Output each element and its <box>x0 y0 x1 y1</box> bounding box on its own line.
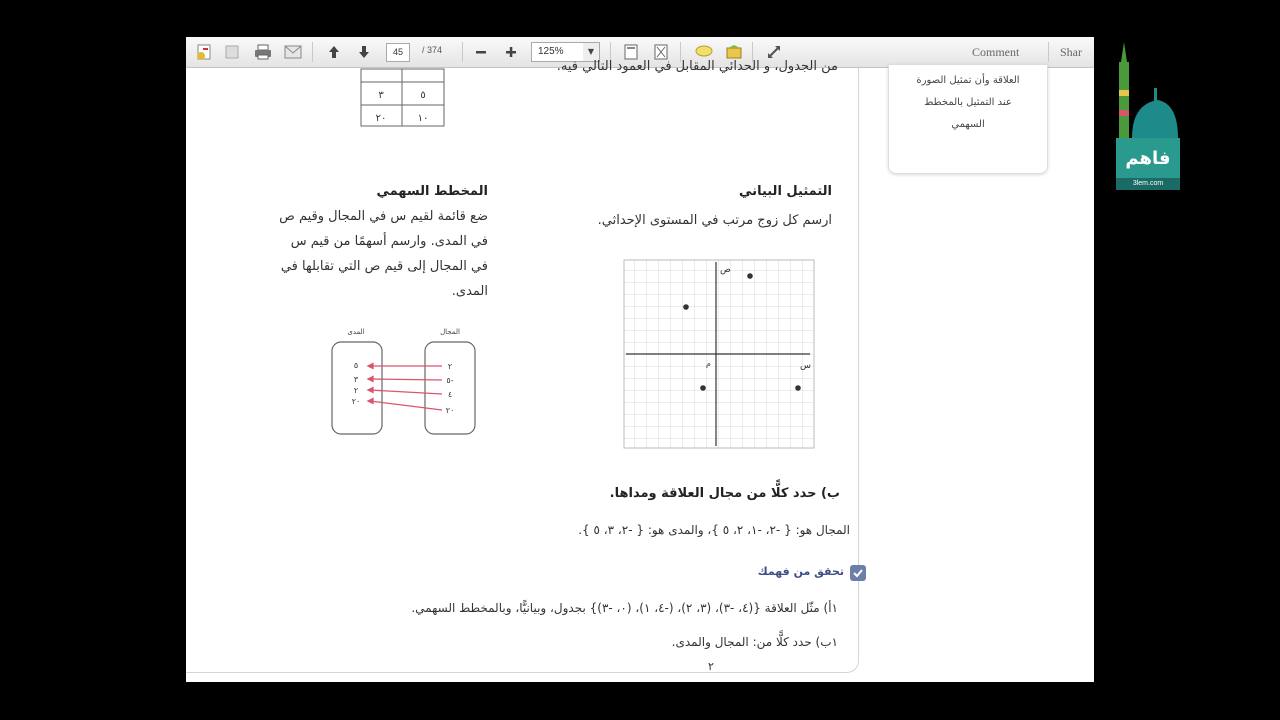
part-b-question: ب) حدد كلًّا من مجال العلاقة ومداها. <box>609 486 840 501</box>
range-label: المدى <box>347 328 365 336</box>
point <box>683 304 689 310</box>
domain-oval <box>425 342 475 434</box>
logo-site: 3lem.com <box>1116 178 1180 190</box>
page-total: / 374 <box>422 45 443 55</box>
domain-range-answer: المجال هو: { -٢، -١، ٢، ٥ }، والمدى هو: { -٢، ٣، ٥ }. <box>578 523 850 537</box>
top-text-line: من الجدول، و الحدائي المقابل في العمود التالي فيه. <box>556 59 838 74</box>
domain-value: ٤ <box>447 390 453 399</box>
range-value: ٢٠ <box>351 397 361 406</box>
check-understanding-title: تحقق من فهمك <box>757 565 844 578</box>
mapping-diagram <box>326 324 486 442</box>
page-number-input[interactable]: 45 <box>386 43 410 62</box>
question-1b: ١ب) حدد كلًّا من: المجال والمدى. <box>671 635 838 649</box>
point <box>700 385 706 391</box>
text-line: في المدى. وارسم أسهمًا من قيم س <box>290 234 488 249</box>
logo-text: فاهم <box>1125 148 1171 169</box>
side-note-line: العلاقة وأن تمثيل الصورة <box>916 75 1020 86</box>
range-value: ٢ <box>353 386 359 395</box>
create-pdf-icon[interactable] <box>194 43 214 61</box>
toolbar-separator <box>1048 42 1049 62</box>
table-cell: ٣ <box>378 90 384 101</box>
side-note-card <box>888 64 1048 174</box>
email-icon[interactable] <box>282 43 304 61</box>
zoom-dropdown-chevron-icon[interactable]: ▼ <box>583 42 600 62</box>
page-number: ٢ <box>708 660 714 673</box>
domain-value: ٢٠ <box>445 406 455 415</box>
side-note-line: عند التمثيل بالمخطط <box>924 97 1012 108</box>
table-cell: ٥ <box>420 90 426 101</box>
check-understanding-icon <box>850 565 866 581</box>
document-page <box>186 59 859 673</box>
point <box>795 385 801 391</box>
y-axis-label: ص <box>720 265 731 275</box>
question-1a: ١أ) مثّل العلاقة {(٤، -٣)، (٣، ٢)، (-٤، ١)، (٠، -٣)} بجدول، وبيانيًّا، وبالمخطط السهمي. <box>411 601 838 615</box>
table-cell: ١٠ <box>417 113 429 124</box>
text-line: المدى. <box>451 284 488 299</box>
origin-label: م <box>706 359 711 368</box>
point <box>747 273 753 279</box>
document-view[interactable] <box>186 59 1094 682</box>
channel-logo <box>1108 40 1182 192</box>
print-icon[interactable] <box>252 43 274 61</box>
coordinate-plane <box>622 258 818 452</box>
top-table <box>360 68 446 128</box>
open-icon[interactable] <box>222 43 242 61</box>
toolbar-separator <box>462 42 463 62</box>
arrow-diagram-title: المخطط السهمي <box>376 184 488 199</box>
side-note-line: السهمي <box>951 119 985 130</box>
table-cell: ٢٠ <box>375 113 387 124</box>
comment-tab[interactable]: Comment <box>972 45 1020 59</box>
toolbar-separator <box>312 42 313 62</box>
mosque-logo-icon <box>1108 40 1182 192</box>
pdf-viewer-window <box>186 37 1094 682</box>
graph-instruction: ارسم كل زوج مرتب في المستوى الإحداثي. <box>597 213 832 228</box>
domain-value: ٢ <box>447 362 453 371</box>
graph-title: التمثيل البياني <box>739 184 832 199</box>
domain-value: ٥- <box>446 376 454 385</box>
x-axis-label: س <box>800 361 811 371</box>
range-value: ٥ <box>353 361 359 370</box>
text-line: في المجال إلى قيم ص التي تقابلها في <box>280 259 488 274</box>
range-value: ٣ <box>353 375 359 384</box>
text-line: ضع قائمة لقيم س في المجال وقيم ص <box>279 209 488 224</box>
domain-label: المجال <box>440 328 460 336</box>
next-page-icon[interactable] <box>356 43 372 61</box>
previous-page-icon[interactable] <box>326 43 342 61</box>
zoom-level-input[interactable]: 125% <box>531 42 591 62</box>
share-tab[interactable]: Shar <box>1060 45 1082 59</box>
arrow-diagram-text <box>246 204 488 304</box>
